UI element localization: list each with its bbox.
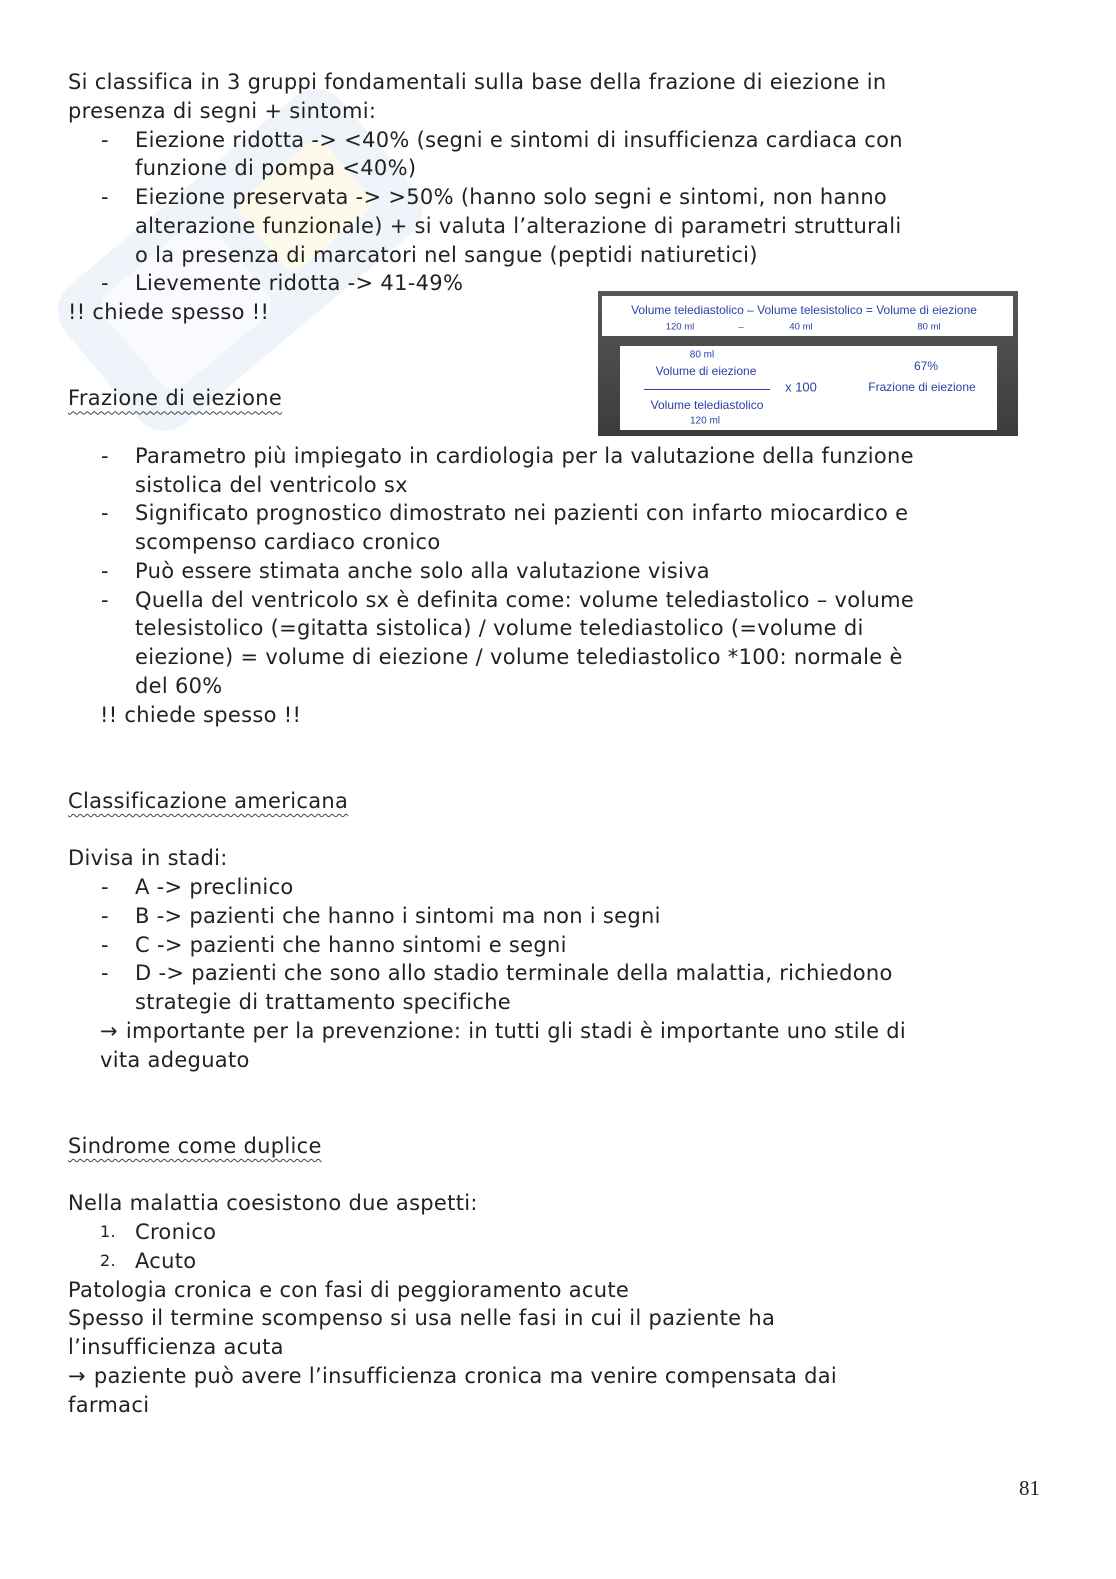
list-item-text: Lievemente ridotta -> 41-49%: [135, 271, 464, 296]
numerator-label: Volume di eiezione: [655, 364, 757, 378]
paragraph-line: Nella malattia coesistono due aspetti:: [68, 1191, 478, 1216]
arrow-right-icon: →: [68, 1363, 86, 1388]
list-item: [68, 873, 1068, 902]
list-item-text: Può essere stimata anche solo alla valutazione visiva: [135, 558, 710, 583]
list-item-continuation: funzione di pompa <40%): [135, 156, 417, 181]
list-item-text: B -> pazienti che hanno i sintomi ma non i segni: [135, 903, 661, 928]
formula-operator: –: [738, 321, 744, 333]
paragraph-line: Si classifica in 3 gruppi fondamentali sulla base della frazione di eiezione in: [68, 70, 887, 94]
result-label: Frazione di eiezione: [868, 380, 976, 394]
list-marker: -: [101, 501, 109, 526]
ejection-fraction-figure: [598, 291, 1018, 436]
list-item-text: Quella del ventricolo sx è definita come: volume telediastolico – volume: [135, 587, 915, 612]
document-body: [68, 68, 1068, 1419]
section-heading-dual-syndrome: Sindrome come duplice: [68, 1133, 322, 1158]
list-marker: -: [101, 271, 109, 296]
list-marker: -: [101, 961, 109, 986]
list-item: [68, 586, 1068, 615]
denominator-label: Volume telediastolico: [650, 398, 764, 412]
denominator-value: 120 ml: [689, 415, 721, 427]
list-item-continuation: sistolica del ventricolo sx: [135, 472, 408, 497]
page-number: 81: [1019, 1476, 1040, 1500]
section-heading-ejection-fraction: Frazione di eiezione: [68, 386, 283, 411]
conclusion-text: paziente può avere l’insufficienza cronica ma venire compensata dai: [93, 1363, 838, 1388]
list-item: [68, 959, 1068, 988]
list-item-text: A -> preclinico: [135, 875, 294, 899]
formula-box-top: [602, 296, 1013, 336]
section-heading-american-classification: Classificazione americana: [68, 788, 349, 813]
conclusion-line: [68, 1362, 1068, 1391]
list-item-continuation: scompenso cardiaco cronico: [135, 530, 441, 554]
list-item-text: D -> pazienti che sono allo stadio terminale della malattia, richiedono: [135, 961, 893, 986]
formula-value: 40 ml: [789, 321, 813, 333]
list-item-text: Eiezione preservata -> >50% (hanno solo segni e sintomi, non hanno: [135, 185, 888, 209]
list-item-text: Significato prognostico dimostrato nei pazienti con infarto miocardico e: [135, 501, 909, 526]
exam-note: !! chiede spesso !!: [68, 300, 270, 324]
list-item: [68, 126, 1068, 155]
list-item-text: Parametro più impiegato in cardiologia per la valutazione della funzione: [135, 443, 914, 468]
list-item-text: Eiezione ridotta -> <40% (segni e sintomi di insufficienza cardiaca con: [135, 127, 903, 152]
item-label: Acuto: [135, 1248, 197, 1273]
result-value: 67%: [913, 359, 939, 373]
list-marker: -: [101, 127, 109, 152]
list-marker: -: [101, 903, 109, 928]
multiplier: x 100: [785, 379, 817, 395]
formula-text: Volume telediastolico – Volume telesistolico = Volume di eiezione: [631, 303, 977, 317]
list-item: [68, 183, 1068, 212]
list-marker: -: [101, 185, 109, 209]
list-item-continuation: strategie di trattamento specifiche: [135, 990, 512, 1014]
list-item-continuation: del 60%: [135, 673, 223, 698]
fraction-line: [644, 389, 770, 390]
exam-note: !! chiede spesso !!: [100, 702, 302, 727]
numbered-item: [68, 1218, 1068, 1247]
list-marker: -: [101, 932, 109, 957]
list-item: [68, 499, 1068, 528]
list-item-continuation: eiezione) = volume di eiezione / volume telediastolico *100: normale è: [135, 645, 903, 669]
list-item-continuation: alterazione funzionale) + si valuta l’alterazione di parametri strutturali: [135, 213, 902, 238]
list-item: [68, 557, 1068, 586]
formula-value: 120 ml: [665, 321, 695, 333]
list-marker: -: [101, 558, 109, 583]
paragraph-line: Patologia cronica e con fasi di peggioramento acute: [68, 1277, 630, 1302]
list-item: [68, 442, 1068, 471]
conclusion-line: [68, 1017, 1068, 1046]
arrow-right-icon: →: [100, 1018, 118, 1043]
paragraph-line: l’insufficienza acuta: [68, 1335, 284, 1359]
conclusion-continuation: farmaci: [68, 1392, 150, 1417]
list-item: [68, 902, 1068, 931]
conclusion-continuation: vita adeguato: [100, 1047, 250, 1072]
conclusion-text: importante per la prevenzione: in tutti gli stadi è importante uno stile di: [125, 1018, 907, 1043]
item-number: 1.: [100, 1222, 116, 1241]
list-marker: -: [101, 443, 109, 468]
formula-box-bottom: [620, 346, 997, 430]
list-marker: -: [101, 875, 109, 899]
list-item-continuation: telesistolico (=gitatta sistolica) / volume telediastolico (=volume di: [135, 616, 864, 641]
paragraph-line: Divisa in stadi:: [68, 846, 228, 871]
numerator-value: 80 ml: [689, 349, 715, 361]
list-item: [68, 931, 1068, 960]
item-label: Cronico: [135, 1220, 217, 1244]
list-item-text: C -> pazienti che hanno sintomi e segni: [135, 932, 567, 957]
paragraph-line: presenza di segni + sintomi:: [68, 98, 377, 123]
item-number: 2.: [100, 1250, 116, 1270]
list-item-continuation: o la presenza di marcatori nel sangue (peptidi natiuretici): [135, 242, 758, 267]
paragraph-line: Spesso il termine scompenso si usa nelle fasi in cui il paziente ha: [68, 1306, 776, 1331]
list-marker: -: [101, 587, 109, 612]
numbered-item: [68, 1247, 1068, 1276]
formula-value: 80 ml: [917, 321, 941, 333]
